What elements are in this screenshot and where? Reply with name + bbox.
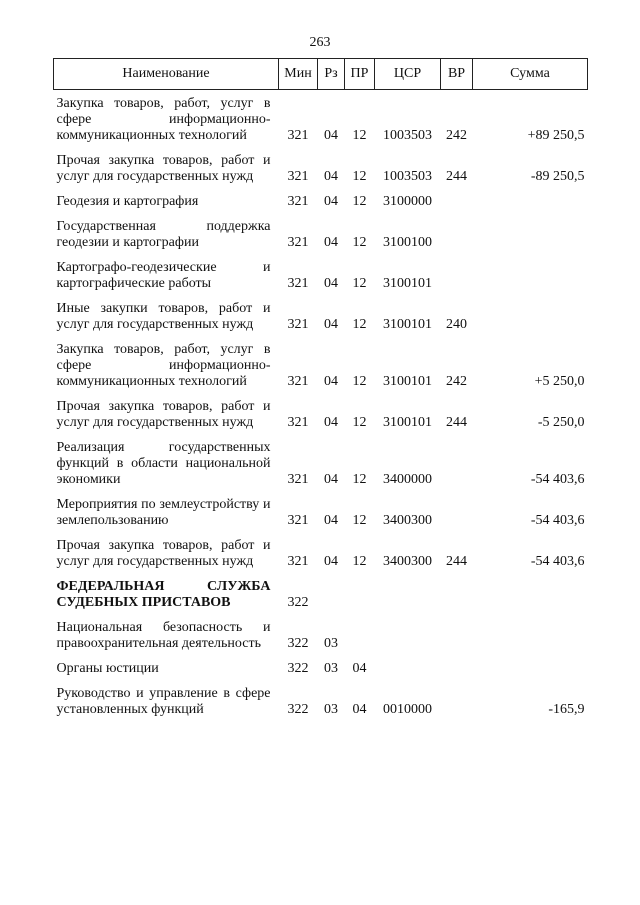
table-row: [54, 393, 588, 434]
cell-pr: 12: [352, 374, 367, 389]
table-header-row: [54, 59, 588, 90]
cell-vr: 240: [446, 317, 467, 332]
cell-rz: 04: [324, 415, 338, 430]
cell-rz: 03: [324, 636, 338, 651]
cell-sum: -89 250,5: [530, 169, 585, 184]
cell-vr: [441, 680, 473, 721]
cell-sum: [473, 254, 588, 295]
cell-min: 321: [287, 415, 309, 430]
cell-name: Закупка товаров, работ, услуг в сфере информационно-коммуникационных технологий: [56, 96, 271, 143]
cell-min: 321: [287, 374, 309, 389]
cell-min: 321: [287, 194, 309, 209]
cell-min: 322: [287, 595, 309, 610]
cell-name: Прочая закупка товаров, работ и услуг для государственных нужд: [56, 153, 271, 184]
cell-csr: [375, 573, 441, 614]
cell-pr: 12: [352, 472, 367, 487]
cell-csr: 3100101: [383, 317, 432, 332]
cell-name: Органы юстиции: [56, 661, 159, 676]
cell-csr: 3100101: [383, 374, 432, 389]
cell-sum: [473, 213, 588, 254]
cell-csr: 3100101: [383, 276, 432, 291]
table-row: [54, 336, 588, 393]
cell-name: Иные закупки товаров, работ и услуг для государственных нужд: [56, 301, 271, 332]
cell-pr: 04: [352, 661, 367, 676]
cell-rz: 04: [324, 472, 338, 487]
cell-pr: 04: [352, 702, 367, 717]
cell-csr: 3100100: [383, 235, 432, 250]
cell-rz: 04: [324, 317, 338, 332]
cell-min: 321: [287, 128, 309, 143]
cell-pr: 12: [352, 128, 367, 143]
cell-rz: 03: [324, 661, 338, 676]
table-row: [54, 680, 588, 721]
cell-vr: 244: [446, 554, 467, 569]
cell-sum: [473, 295, 588, 336]
table-row: [54, 213, 588, 254]
cell-vr: [441, 254, 473, 295]
cell-sum: [473, 188, 588, 213]
cell-name: Мероприятия по землеустройству и землепользованию: [56, 497, 271, 528]
cell-sum: -54 403,6: [530, 472, 585, 487]
cell-min: 322: [287, 702, 309, 717]
cell-pr: [345, 573, 375, 614]
cell-name: Руководство и управление в сфере установленных функций: [56, 686, 271, 717]
table-row: [54, 254, 588, 295]
cell-pr: 12: [352, 415, 367, 430]
cell-sum: [473, 573, 588, 614]
cell-name: Прочая закупка товаров, работ и услуг для государственных нужд: [56, 399, 271, 430]
header-csr: ЦСР: [375, 59, 441, 90]
table-body: [54, 90, 588, 722]
cell-name: Государственная поддержка геодезии и картографии: [56, 219, 271, 250]
budget-table: [53, 58, 588, 721]
cell-pr: 12: [352, 317, 367, 332]
cell-vr: 242: [446, 128, 467, 143]
header-pr: ПР: [345, 59, 375, 90]
cell-min: 321: [287, 276, 309, 291]
table-row: [54, 147, 588, 188]
cell-csr: 0010000: [383, 702, 432, 717]
cell-vr: [441, 573, 473, 614]
header-sum: Сумма: [473, 59, 588, 90]
cell-vr: 244: [446, 415, 467, 430]
cell-min: 321: [287, 513, 309, 528]
table-row: [54, 532, 588, 573]
cell-pr: 12: [352, 513, 367, 528]
cell-csr: 3400000: [383, 472, 432, 487]
cell-rz: 04: [324, 554, 338, 569]
cell-min: 322: [287, 661, 309, 676]
header-name: Наименование: [54, 59, 279, 90]
cell-sum: -5 250,0: [537, 415, 585, 430]
header-rz: Рз: [318, 59, 345, 90]
table-row: [54, 434, 588, 491]
cell-csr: 3100101: [383, 415, 432, 430]
cell-vr: [441, 213, 473, 254]
table-row: [54, 655, 588, 680]
cell-vr: 244: [446, 169, 467, 184]
cell-csr: 3400300: [383, 513, 432, 528]
cell-name: Картографо-геодезические и картографические работы: [56, 260, 271, 291]
cell-pr: 12: [352, 194, 367, 209]
page-number: 263: [309, 35, 331, 50]
table-row: [54, 90, 588, 148]
table-row: [54, 614, 588, 655]
cell-csr: 3400300: [383, 554, 432, 569]
cell-csr: [375, 614, 441, 655]
cell-sum: -54 403,6: [530, 513, 585, 528]
cell-min: 322: [287, 636, 309, 651]
cell-sum: -54 403,6: [530, 554, 585, 569]
cell-rz: 03: [324, 702, 338, 717]
cell-pr: 12: [352, 235, 367, 250]
cell-min: 321: [287, 317, 309, 332]
cell-rz: 04: [324, 374, 338, 389]
cell-rz: 04: [324, 276, 338, 291]
cell-min: 321: [287, 554, 309, 569]
cell-sum: +5 250,0: [534, 374, 585, 389]
cell-pr: [345, 614, 375, 655]
cell-name: Прочая закупка товаров, работ и услуг для государственных нужд: [56, 538, 271, 569]
cell-min: 321: [287, 235, 309, 250]
cell-rz: 04: [324, 128, 338, 143]
cell-csr: 1003503: [383, 169, 432, 184]
cell-sum: -165,9: [548, 702, 585, 717]
table-row: [54, 491, 588, 532]
cell-rz: [318, 573, 345, 614]
table-row: [54, 295, 588, 336]
table-row: [54, 188, 588, 213]
cell-vr: [441, 188, 473, 213]
header-vr: ВР: [441, 59, 473, 90]
cell-name: ФЕДЕРАЛЬНАЯ СЛУЖБА СУДЕБНЫХ ПРИСТАВОВ: [56, 579, 271, 610]
cell-rz: 04: [324, 169, 338, 184]
cell-csr: 1003503: [383, 128, 432, 143]
cell-sum: +89 250,5: [527, 128, 585, 143]
cell-name: Реализация государственных функций в области национальной экономики: [56, 440, 271, 487]
cell-min: 321: [287, 472, 309, 487]
cell-pr: 12: [352, 276, 367, 291]
cell-vr: [441, 614, 473, 655]
cell-vr: 242: [446, 374, 467, 389]
table-row: [54, 573, 588, 614]
cell-rz: 04: [324, 235, 338, 250]
cell-vr: [441, 491, 473, 532]
cell-name: Закупка товаров, работ, услуг в сфере информационно-коммуникационных технологий: [56, 342, 271, 389]
cell-csr: 3100000: [383, 194, 432, 209]
cell-rz: 04: [324, 194, 338, 209]
cell-sum: [473, 614, 588, 655]
cell-vr: [441, 655, 473, 680]
cell-rz: 04: [324, 513, 338, 528]
cell-min: 321: [287, 169, 309, 184]
cell-name: Геодезия и картография: [56, 194, 199, 209]
header-min: Мин: [279, 59, 318, 90]
cell-pr: 12: [352, 554, 367, 569]
cell-pr: 12: [352, 169, 367, 184]
cell-sum: [473, 655, 588, 680]
cell-name: Национальная безопасность и правоохранительная деятельность: [56, 620, 271, 651]
cell-vr: [441, 434, 473, 491]
cell-csr: [375, 655, 441, 680]
